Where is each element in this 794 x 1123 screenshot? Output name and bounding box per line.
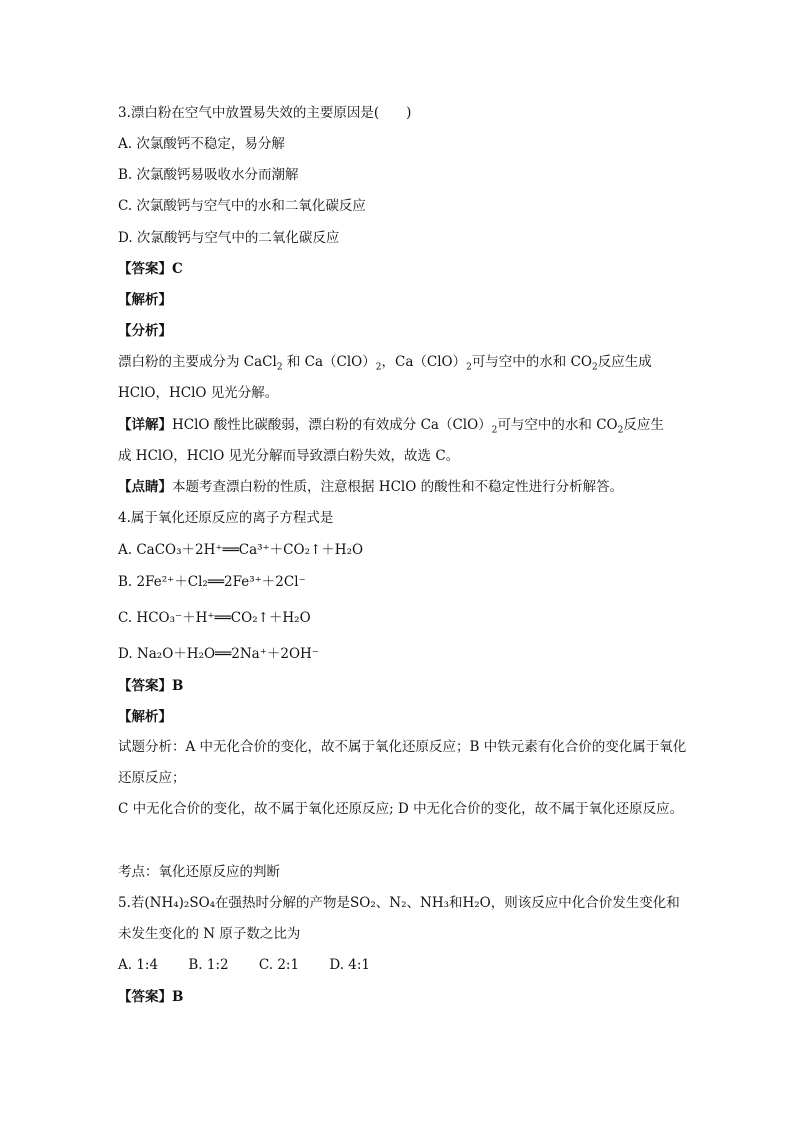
q3-fenxi-line-1: 漂白粉的主要成分为 CaCl$_2$ 和 $Ca(ClO)_2$，$Ca(ClO)_2$可与空中的水和 $CO_2$反应生成 bbox=[118, 354, 652, 373]
q3-option-c: C. 次氯酸钙与空气中的水和二氧化碳反应 bbox=[118, 198, 366, 214]
q3-option-b: B. 次氯酸钙易吸收水分而潮解 bbox=[118, 167, 299, 183]
q4-kaodian: 考点：氧化还原反应的判断 bbox=[118, 864, 280, 880]
q4-option-a: A. CaCO₃＋2H⁺══Ca³⁺＋CO₂↑＋H₂O bbox=[118, 542, 364, 558]
question-4-stem: 4.属于氧化还原反应的离子方程式是 bbox=[118, 510, 334, 526]
q4-option-d: D. Na₂O＋H₂O══2Na⁺＋2OH⁻ bbox=[118, 646, 319, 662]
q3-answer: 【答案】C bbox=[118, 261, 183, 277]
q5-answer: 【答案】B bbox=[118, 989, 184, 1005]
q5-choices bbox=[118, 955, 694, 975]
q3-xiangjie-line-1: 【详解】HClO 酸性比碳酸弱，漂白粉的有效成分 $Ca(ClO)_2$可与空中的水和 $CO_2$反应生 bbox=[118, 417, 664, 436]
q4-option-b: B. 2Fe²⁺＋Cl₂══2Fe³⁺＋2Cl⁻ bbox=[118, 574, 306, 590]
question-5-stem-line-2: 未发生变化的 N 原子数之比为 bbox=[118, 926, 301, 942]
q4-analysis-1: 试题分析：A 中无化合价的变化，故不属于氧化还原反应；B 中铁元素有化合价的变化属于氧化还原反应； bbox=[118, 739, 687, 786]
q3-fenxi-line-2: HClO，HClO 见光分解。 bbox=[118, 385, 279, 401]
q5-choice-c: C. 2:1 bbox=[258, 957, 300, 973]
q3-fenxi-heading: 【分析】 bbox=[118, 323, 172, 339]
q5-choice-a: A. 1:4 bbox=[118, 957, 159, 973]
q3-xiangjie-line-2: 成 HClO，HClO 见光分解而导致漂白粉失效，故选 C。 bbox=[118, 448, 460, 464]
q4-jiexi-heading: 【解析】 bbox=[118, 709, 172, 725]
q5-choice-d: D. 4:1 bbox=[329, 957, 371, 973]
question-3-stem: 3.漂白粉在空气中放置易失效的主要原因是( ) bbox=[118, 105, 412, 121]
q4-analysis-2: C 中无化合价的变化，故不属于氧化还原反应; D 中无化合价的变化，故不属于氧化还原反应。 bbox=[118, 801, 684, 817]
q3-option-d: D. 次氯酸钙与空气中的二氧化碳反应 bbox=[118, 230, 340, 246]
q4-answer: 【答案】B bbox=[118, 678, 184, 694]
q3-jiexi-heading: 【解析】 bbox=[118, 292, 172, 308]
q4-option-c: C. HCO₃⁻＋H⁺══CO₂↑＋H₂O bbox=[118, 610, 311, 626]
q3-option-a: A. 次氯酸钙不稳定，易分解 bbox=[118, 136, 285, 152]
q3-dianjing: 【点睛】本题考查漂白粉的性质，注意根据 HClO 的酸性和不稳定性进行分析解答。 bbox=[118, 479, 624, 495]
q5-choice-b: B. 1:2 bbox=[188, 957, 229, 973]
question-5-stem-line-1: 5.若(NH₄)₂SO₄在强热时分解的产物是SO₂、N₂、NH₃和H₂O，则该反应中化合价发生变化和 bbox=[118, 895, 680, 911]
